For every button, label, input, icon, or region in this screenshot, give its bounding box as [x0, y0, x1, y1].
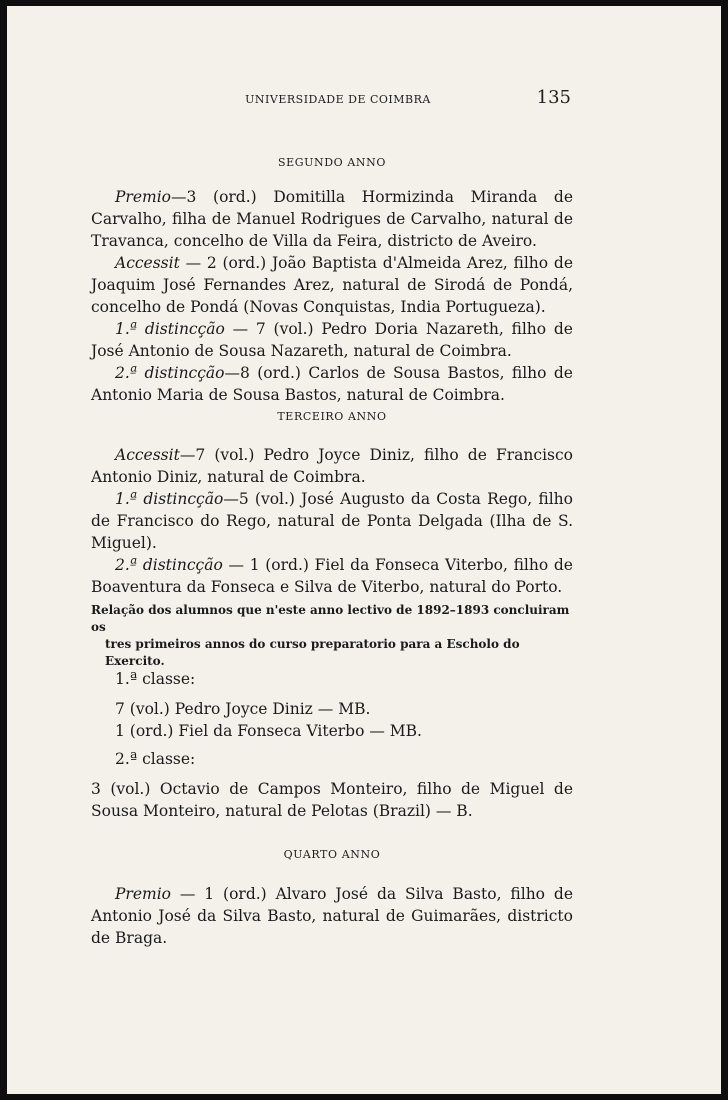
- entry: [91, 883, 573, 949]
- entry: [91, 362, 573, 406]
- entry-label: Premio: [115, 188, 171, 206]
- running-head: UNIVERSIDADE DE COIMBRA: [245, 93, 431, 106]
- entry-label: 2.ª distincção: [115, 364, 225, 382]
- classe-1-block: [91, 668, 573, 742]
- entry: [91, 488, 573, 554]
- entry-label: Premio: [115, 885, 171, 903]
- book-page: [7, 6, 721, 1094]
- entry: [91, 318, 573, 362]
- entry-text: —7 (vol.) Pedro Joyce Diniz, filho de Francisco Antonio Diniz, natural de Coimbra.: [91, 446, 573, 486]
- entry-text: —3 (ord.) Domitilla Hormizinda Miranda de Carvalho, filha de Manuel Rodrigues de Carvalho, natural de Travanca, concelho de Villa da Feira, districto de Aveiro.: [91, 188, 573, 250]
- section-title-terceiro: TERCEIRO ANNO: [277, 410, 387, 423]
- section-title-segundo: SEGUNDO ANNO: [278, 156, 386, 169]
- entry-label: 2.ª distincção: [115, 556, 223, 574]
- note-line: tres primeiros annos do curso preparatorio para a Escholo do Exercito.: [105, 637, 520, 668]
- terceiro-entries: [91, 444, 573, 598]
- entry-label: Accessit: [115, 254, 180, 272]
- list-item: 7 (vol.) Pedro Joyce Diniz — MB.: [115, 700, 371, 718]
- segundo-entries: [91, 186, 573, 406]
- entry: [91, 186, 573, 252]
- entry-label: 1.ª distincção: [115, 320, 225, 338]
- entry-label: Accessit: [115, 446, 180, 464]
- relacao-note: [91, 602, 573, 670]
- note-line: Relação dos alumnos que n'este anno lectivo de 1892–1893 concluiram os: [91, 603, 570, 634]
- entry-text: —5 (vol.) José Augusto da Costa Rego, filho de Francisco do Rego, natural de Ponta Delgada (Ilha de S. Miguel).: [91, 490, 573, 552]
- entry-text: — 2 (ord.) João Baptista d'Almeida Arez, filho de Joaquim José Fernandes Arez, natural de Sirodá de Pondá, concelho de Pondá (Novas Conquistas, India Portugueza).: [91, 254, 573, 316]
- list-item: 3 (vol.) Octavio de Campos Monteiro, filho de Miguel de Sousa Monteiro, natural de Pelotas (Brazil) — B.: [91, 780, 573, 820]
- entry-text: —8 (ord.) Carlos de Sousa Bastos, filho de Antonio Maria de Sousa Bastos, natural de Coimbra.: [91, 364, 573, 404]
- page-number: 135: [536, 87, 571, 108]
- entry-text: — 7 (vol.) Pedro Doria Nazareth, filho de José Antonio de Sousa Nazareth, natural de Coimbra.: [91, 320, 573, 360]
- list-item: 1 (ord.) Fiel da Fonseca Viterbo — MB.: [115, 722, 422, 740]
- classe-2-block: [91, 748, 573, 822]
- entry: [91, 554, 573, 598]
- entry-text: — 1 (ord.) Alvaro José da Silva Basto, filho de Antonio José da Silva Basto, natural de Guimarães, districto de Braga.: [91, 885, 573, 947]
- entry-label: 1.ª distincção: [115, 490, 224, 508]
- classe-title: 2.ª classe:: [115, 750, 196, 768]
- classe-title: 1.ª classe:: [115, 670, 196, 688]
- entry: [91, 252, 573, 318]
- section-title-quarto: QUARTO ANNO: [283, 848, 381, 861]
- entry-text: — 1 (ord.) Fiel da Fonseca Viterbo, filho de Boaventura da Fonseca e Silva de Viterbo, natural do Porto.: [91, 556, 573, 596]
- quarto-entries: [91, 883, 573, 949]
- entry: [91, 444, 573, 488]
